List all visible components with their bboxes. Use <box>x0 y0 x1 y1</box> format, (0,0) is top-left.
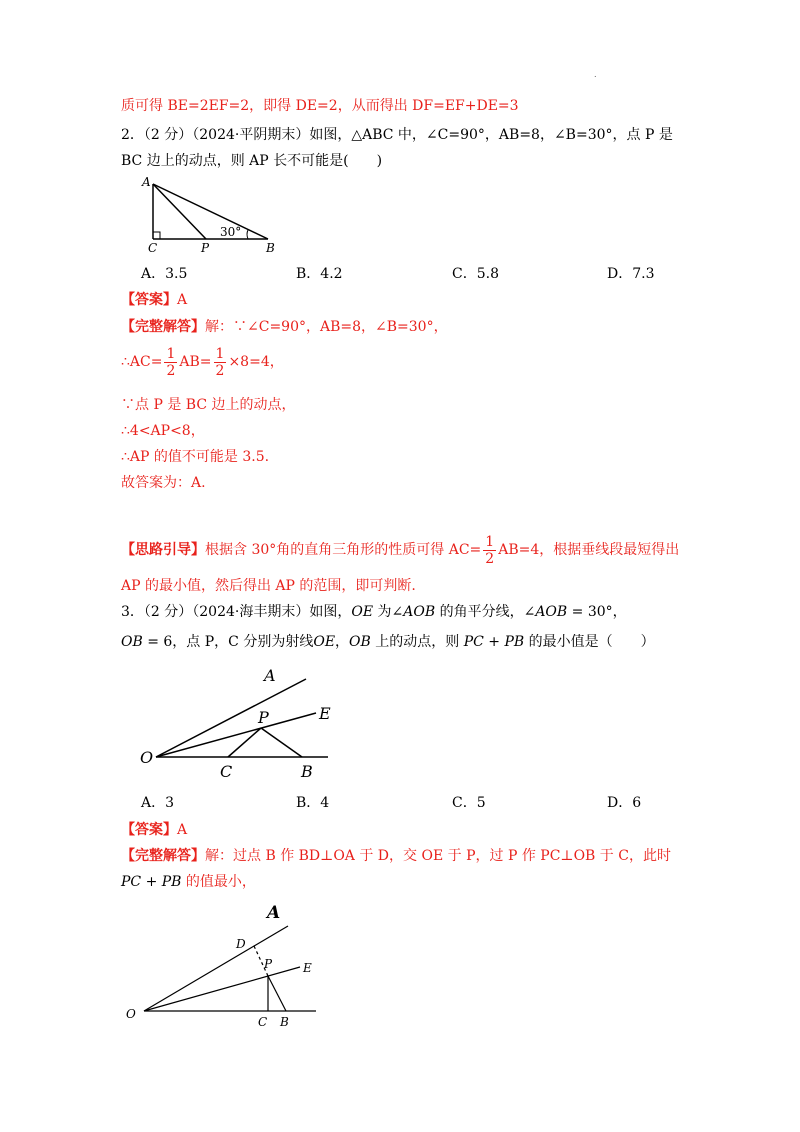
q3-fig2-label-C: C <box>258 1015 268 1029</box>
q2-solution-tag: 【完整解答】 <box>121 319 205 335</box>
q3-stem-part-f: ， <box>335 634 350 650</box>
q3-stem-oe-2: OE <box>313 634 336 650</box>
q2-fraction-2-den: 2 <box>215 362 225 379</box>
q2-label-C: C <box>148 241 158 255</box>
q3-option-a: A．3 <box>141 795 175 811</box>
q2-solution-row1 <box>121 317 448 337</box>
q3-angle-figure <box>136 662 356 782</box>
q3-solution-line2: 的值最小， <box>181 874 256 890</box>
q3-fig2-label-P: P <box>264 957 273 971</box>
q3-solution-figure <box>120 900 330 1032</box>
q2-hint-fraction-den: 2 <box>485 550 495 567</box>
q3-stem-part-e: = 6，点 P，C 分别为射线 <box>142 634 314 650</box>
q2-fraction-1-den: 2 <box>166 362 176 379</box>
q2-stem-line2: BC 边上的动点，则 AP 长不可能是( ) <box>121 153 383 169</box>
q2-hint-row1 <box>121 532 679 568</box>
q3-stem-ob-2: OB <box>349 634 371 650</box>
q2-option-c: C．5.8 <box>452 266 499 282</box>
q3-label-C: C <box>220 762 233 781</box>
q3-option-b: B．4 <box>296 795 330 811</box>
q2-stem-line1: 2．（2 分）（2024·平阴期末）如图，△ABC 中，∠C=90°，AB=8，∠B=30°，点 P 是 <box>121 127 673 143</box>
q2-sol2-part-c: ×8=4， <box>228 354 284 370</box>
q2-solution-line4: ∴4<AP<8， <box>121 423 205 439</box>
q3-answer-tag: 【答案】 <box>121 822 177 838</box>
q2-fraction-1 <box>164 346 177 379</box>
q2-label-A: A <box>142 175 151 189</box>
q2-solution-row2 <box>121 344 284 380</box>
q2-fraction-2 <box>214 346 227 379</box>
q2-fraction-1-num: 1 <box>166 345 176 362</box>
q2-solution-line6: 故答案为：A. <box>121 475 206 491</box>
q3-stem-part-h: 的最小值是（ ） <box>524 634 655 650</box>
q2-option-a: A．3.5 <box>141 266 188 282</box>
q2-answer-tag: 【答案】 <box>121 292 177 308</box>
q3-solution-row1 <box>121 846 671 866</box>
q2-solution-line5: ∴AP 的值不可能是 3.5. <box>121 449 270 465</box>
q3-stem-aob-2: AOB <box>535 604 568 620</box>
q3-solution-row2 <box>121 872 256 892</box>
q3-stem-aob: AOB <box>403 604 436 620</box>
q3-fig2-label-O: O <box>126 1007 136 1021</box>
q3-stem-line2 <box>121 632 655 652</box>
q3-label-O: O <box>140 748 154 767</box>
q3-option-d: D．6 <box>607 795 642 811</box>
q2-solution-line3: ∵点 P 是 BC 边上的动点， <box>121 397 296 413</box>
q3-option-c: C．5 <box>452 795 486 811</box>
q2-option-b: B．4.2 <box>296 266 343 282</box>
q2-hint-tag: 【思路引导】 <box>121 542 205 558</box>
q3-stem-part-d: = 30°， <box>567 604 627 620</box>
q3-solution-line1: 解：过点 B 作 BD⊥OA 于 D，交 OE 于 P，过 P 作 PC⊥OB 于 C，此时 <box>205 848 671 864</box>
q3-fig2-label-E: E <box>303 961 312 975</box>
q3-stem-part-g: 上的动点，则 <box>370 634 464 650</box>
q2-answer-row <box>121 290 187 310</box>
q2-hint-fraction-num: 1 <box>485 533 495 550</box>
q3-label-A: A <box>264 666 276 685</box>
q3-fig2-label-A: A <box>267 903 281 923</box>
q2-angle-label: 30° <box>220 225 242 239</box>
q2-fraction-2-num: 1 <box>215 345 225 362</box>
q3-answer-value: A <box>177 822 188 838</box>
q2-hint-line2: AP 的最小值，然后得出 AP 的范围，即可判断. <box>121 578 416 594</box>
q2-hint-fraction <box>483 534 496 567</box>
q2-sol2-part-a: ∴AC= <box>121 354 163 370</box>
q3-stem-part-b: 为∠ <box>373 604 404 620</box>
q3-stem-ob: OB <box>121 634 143 650</box>
q3-label-E: E <box>319 704 331 723</box>
q2-triangle-figure <box>136 172 286 256</box>
q3-answer-row <box>121 820 187 840</box>
q3-solution-expression: PC + PB <box>121 874 182 890</box>
q3-label-B: B <box>301 762 313 781</box>
q3-solution-tag: 【完整解答】 <box>121 848 205 864</box>
q2-label-P: P <box>201 241 210 255</box>
q2-solution-line1: 解：∵∠C=90°，AB=8，∠B=30°， <box>205 319 448 335</box>
q3-stem-oe: OE <box>351 604 374 620</box>
q2-answer-value: A <box>177 292 188 308</box>
q2-hint-part-b: AB=4，根据垂线段最短得出 <box>498 542 680 558</box>
q3-stem-part-c: 的角平分线，∠ <box>435 604 536 620</box>
q2-hint-part-a: 根据含 30°角的直角三角形的性质可得 AC= <box>205 542 482 558</box>
q3-stem-expression: PC + PB <box>463 634 525 650</box>
q2-label-B: B <box>266 241 275 255</box>
q2-option-d: D．7.3 <box>607 266 655 282</box>
q3-fig2-label-B: B <box>280 1015 289 1029</box>
q3-stem-line1 <box>121 602 627 622</box>
q3-stem-part-a: 3．（2 分）（2024·海丰期末）如图， <box>121 604 352 620</box>
header-dot: . <box>594 70 597 79</box>
carry-over-line: 质可得 BE=2EF=2，即得 DE=2，从而得出 DF=EF+DE=3 <box>121 98 519 114</box>
q3-label-P: P <box>258 708 269 727</box>
q2-sol2-part-b: AB= <box>179 354 212 370</box>
q3-fig2-label-D: D <box>236 937 246 951</box>
